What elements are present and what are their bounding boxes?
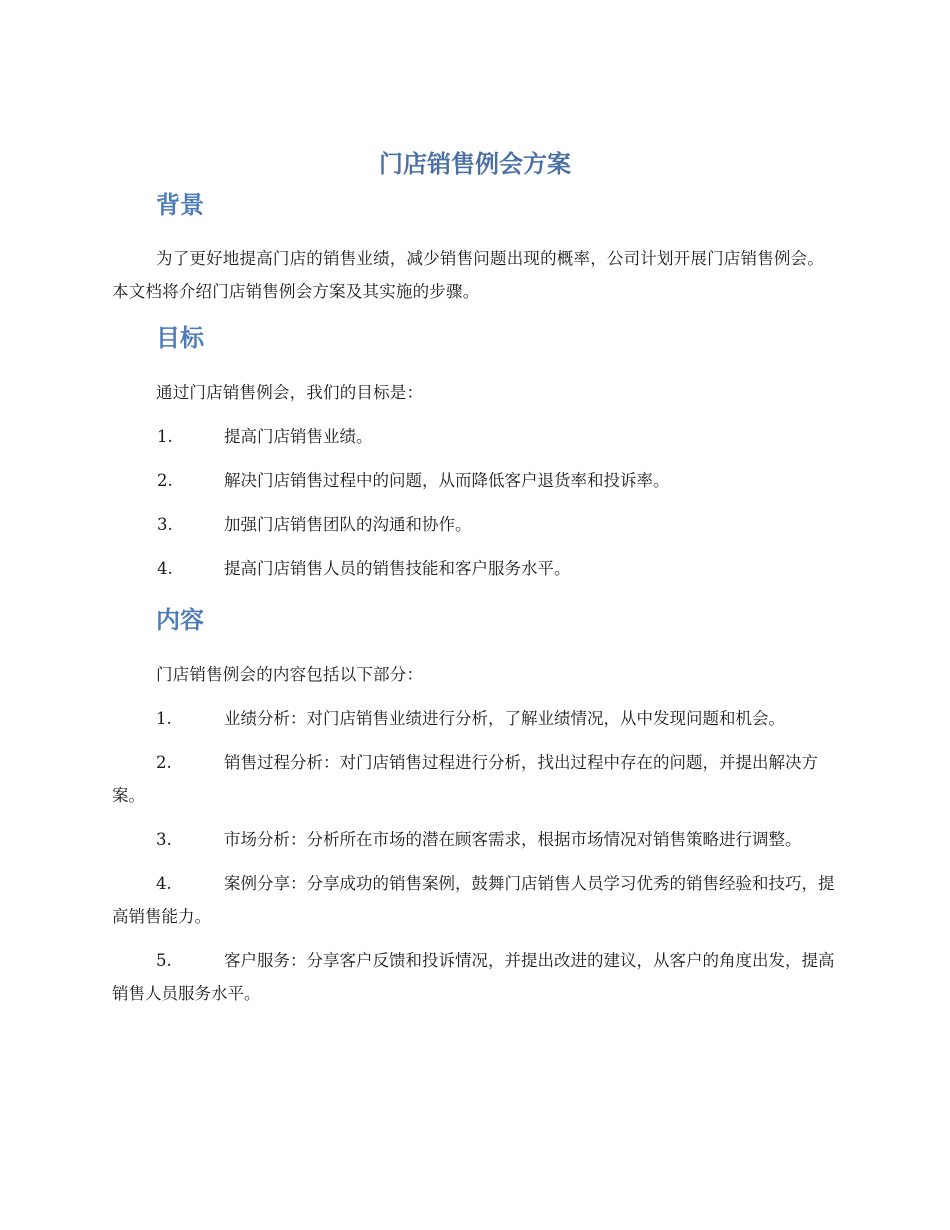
list-item (112, 944, 838, 1010)
list-item-text: 提高门店销售业绩。 (224, 427, 373, 446)
list-item-number: 5. (156, 951, 172, 970)
list-item-text: 市场分析：分析所在市场的潜在顾客需求，根据市场情况对销售策略进行调整。 (224, 830, 802, 849)
list-item-text: 业绩分析：对门店销售业绩进行分析，了解业绩情况，从中发现问题和机会。 (224, 709, 785, 728)
section-content (112, 603, 838, 1010)
document-title: 门店销售例会方案 (379, 150, 571, 178)
section-heading-goals: 目标 (156, 324, 204, 352)
list-item-number: 1. (156, 709, 172, 728)
list-item (112, 702, 838, 735)
content-intro: 门店销售例会的内容包括以下部分： (156, 665, 424, 684)
list-item-number: 3. (157, 515, 173, 534)
section-heading-content: 内容 (156, 606, 204, 634)
list-item-text: 客户服务：分享客户反馈和投诉情况，并提出改进的建议，从客户的角度出发，提高销售人员服务水平。 (112, 951, 835, 1003)
content-list (112, 702, 838, 1010)
section-goals (112, 321, 838, 585)
list-item (112, 420, 838, 453)
list-item-text: 解决门店销售过程中的问题，从而降低客户退货率和投诉率。 (224, 471, 670, 490)
list-item (112, 867, 838, 933)
goals-list (112, 420, 838, 585)
list-item-number: 2. (157, 471, 173, 490)
list-item (112, 823, 838, 856)
list-item-number: 1. (157, 427, 173, 446)
list-item-text: 加强门店销售团队的沟通和协作。 (224, 515, 472, 534)
background-paragraph: 为了更好地提高门店的销售业绩，减少销售问题出现的概率，公司计划开展门店销售例会。本文档将介绍门店销售例会方案及其实施的步骤。 (112, 249, 824, 301)
list-item-number: 2. (156, 753, 172, 772)
list-item (112, 464, 838, 497)
list-item-number: 3. (156, 830, 172, 849)
list-item (112, 508, 838, 541)
section-background (112, 188, 838, 308)
list-item-text: 案例分享：分享成功的销售案例，鼓舞门店销售人员学习优秀的销售经验和技巧，提高销售能力。 (112, 874, 835, 926)
list-item-text: 销售过程分析：对门店销售过程进行分析，找出过程中存在的问题，并提出解决方案。 (112, 753, 818, 805)
list-item-number: 4. (156, 874, 172, 893)
list-item (112, 552, 838, 585)
list-item-text: 提高门店销售人员的销售技能和客户服务水平。 (224, 559, 571, 578)
goals-intro: 通过门店销售例会，我们的目标是： (156, 383, 424, 402)
list-item-number: 4. (157, 559, 173, 578)
list-item (112, 746, 838, 812)
section-heading-background: 背景 (156, 191, 204, 219)
